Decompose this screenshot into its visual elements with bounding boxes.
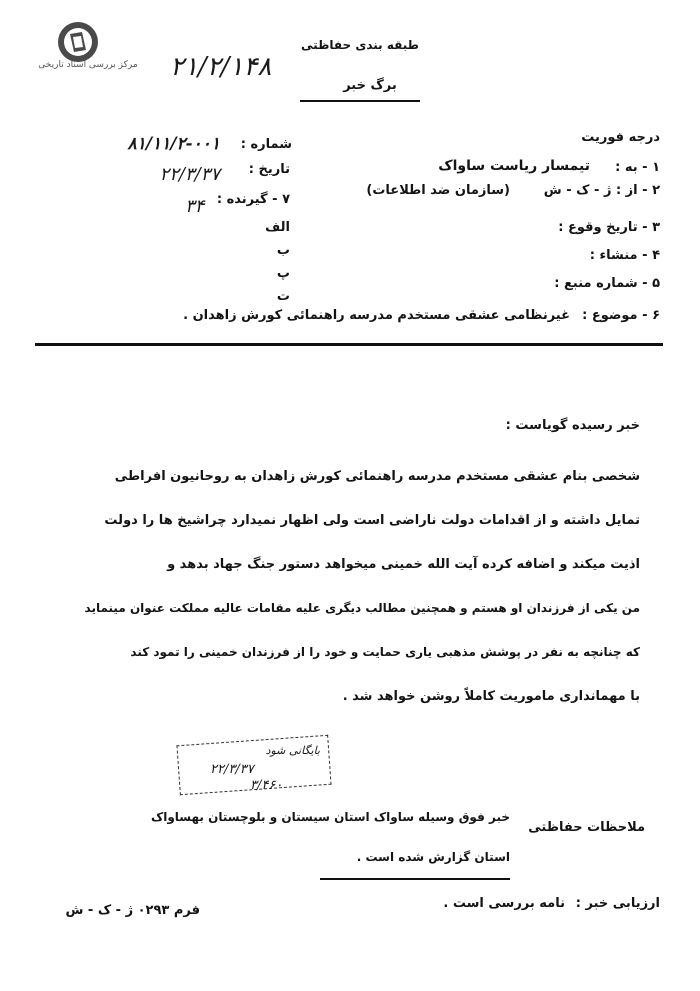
field-4-label: ۴ - منشاء : [589,248,660,263]
form-number: فرم ۰۲۹۳ ژ - ک - ش [65,903,200,918]
date-label: تاریخ : [248,162,290,177]
body-line: که چنانچه به نفر در پوشش مذهبی یاری حمایت و خود را از فرزندان خمینی را تمود کند [130,645,640,659]
notes-divider [320,878,510,880]
form-title: برگ خبر [343,78,397,93]
stamp-line-2: ۲۲/۳/۳۷ [210,762,254,777]
field-1-label: ۱ - به : [615,160,660,175]
body-line: تمایل داشته و از اقدامات دولت ناراضی است ولی اظهار نمیدارد چراشیخ ها را دولت [104,513,640,528]
notes-label: ملاحظات حفاظتی [528,820,645,835]
archive-logo-icon [56,20,100,64]
field-6-label: ۶ - موضوع : [582,308,660,323]
field-2-label: ۲ - از : ژ - ک - ش [543,183,660,198]
section-divider [35,343,663,346]
salutation: خبر رسیده گویاست : [505,418,640,433]
body-line: شخصی بنام عشقی مستخدم مدرسه راهنمائی کورش زاهدان به روحانیون افراطی [114,469,640,484]
body-line: من یکی از فرزندان او هستم و همچنین مطالب دیگری علیه مقامات عالیه مملکت عنوان مینماید [84,601,640,615]
handwritten-reference: ۲۱/۲/۱۴۸ [170,52,272,82]
evaluation-value: نامه بررسی است . [443,896,565,911]
watermark-text: مرکز بررسی اسناد تاریخی [38,60,138,70]
stamp-line-1: بایگانی شود [265,744,320,757]
number-value: ۸۱/۱۱/۲-۰۰۱ [127,134,220,154]
receiver-line-pe: پ [276,266,290,281]
body-line: با مهمانداری ماموریت کاملاً روشن خواهد شد . [342,689,640,704]
receiver-line-te: ت [276,289,290,304]
field-6-value: غیرنظامی عشقی مستخدم مدرسه راهنمائی کورش زاهدان . [183,308,570,323]
priority-label: درجه فوریت [581,130,660,145]
number-label: شماره : [240,137,292,152]
field-1-value: تیمسار ریاست ساواک [438,158,590,174]
field-5-label: ۵ - شماره منبع : [554,276,660,291]
field-2-value: (سازمان ضد اطلاعات) [366,183,510,198]
stamp-line-3: ۳/۴۶۰ [250,778,283,793]
header-divider [300,100,420,102]
notes-line-1: خبر فوق وسیله ساواک استان سیستان و بلوچستان بهساواک [150,810,510,824]
receiver-line-alef: الف [265,220,290,235]
body-line: اذیت میکند و اضافه کرده آیت الله خمینی میخواهد دستور جنگ جهاد بدهد و [167,557,640,572]
notes-line-2: استان گزارش شده است . [356,850,510,864]
receiver-line-be: ب [276,243,290,258]
evaluation-label: ارزیابی خبر : [575,896,660,911]
date-value: ۲۲/۳/۳۷ [159,164,220,185]
receiver-label: ۷ - گیرنده : [216,192,290,207]
receiver-handwritten: ۳۴ [185,196,205,217]
field-3-label: ۳ - تاریخ وقوع : [558,220,660,235]
classification-label: طبقه بندی حفاظتی [301,38,419,52]
